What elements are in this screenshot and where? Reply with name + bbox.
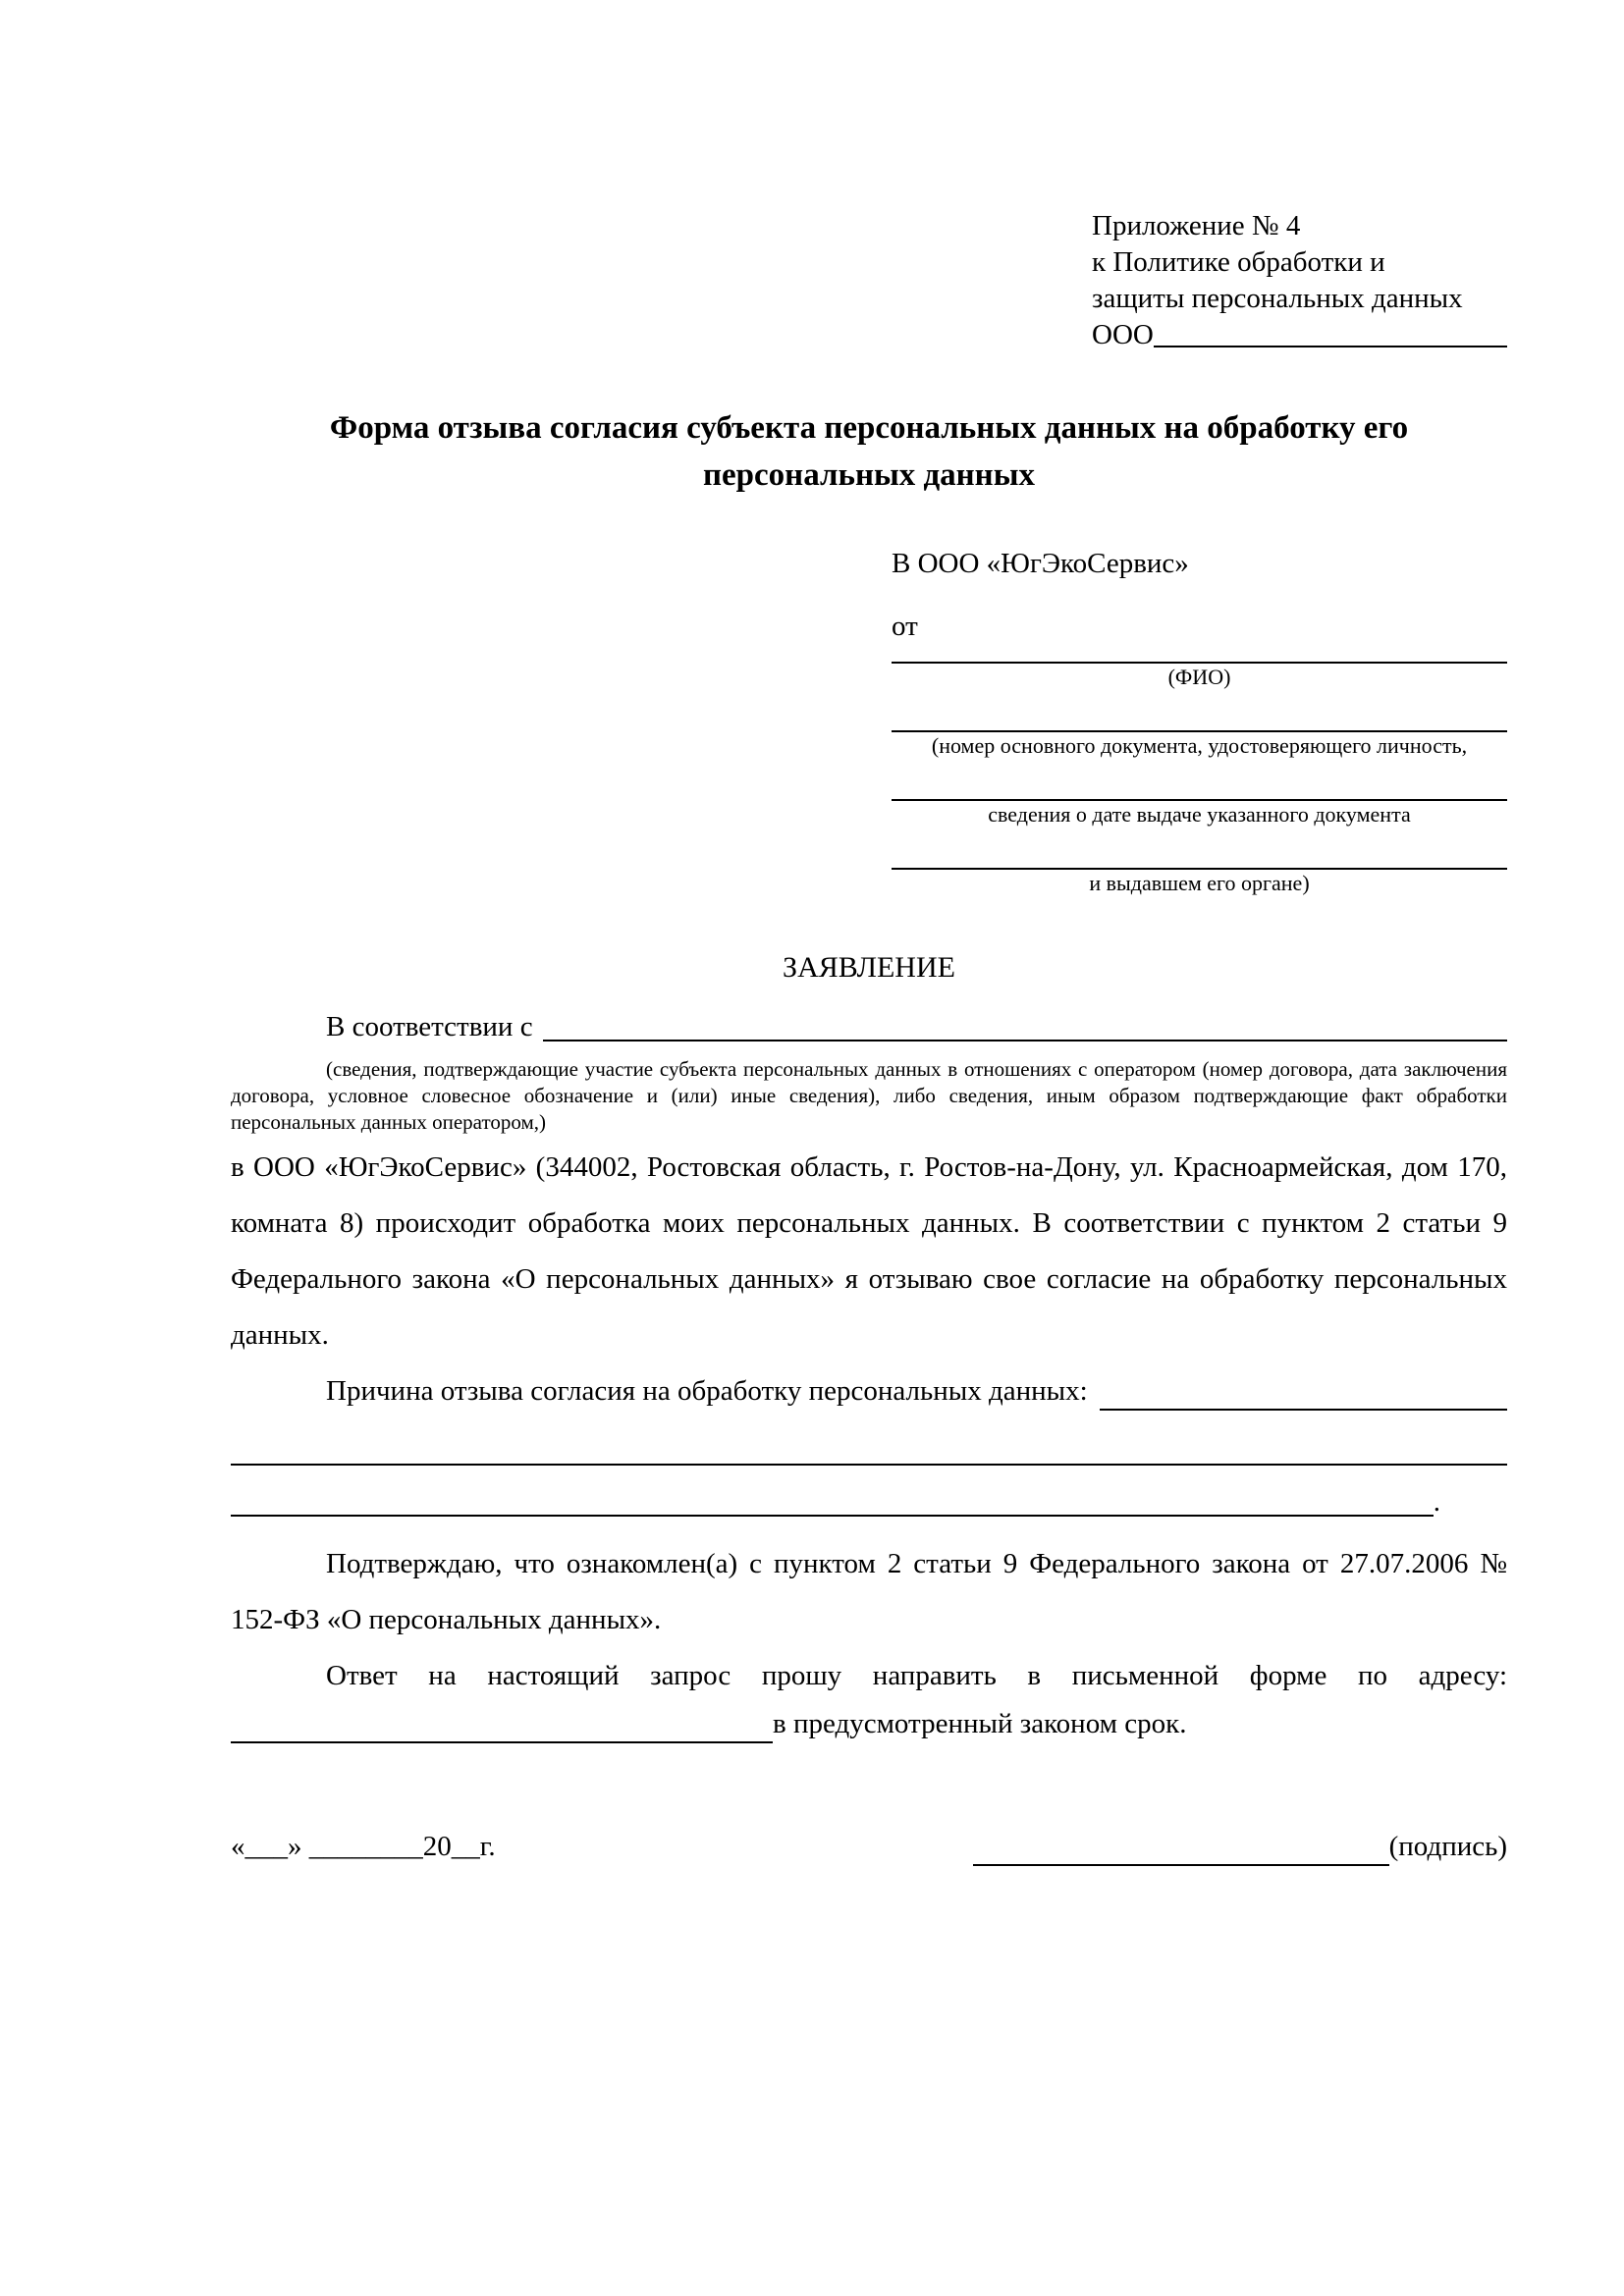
ooo-prefix: ООО — [1092, 319, 1154, 350]
doc-issuer-caption: и выдавшем его органе) — [1089, 871, 1310, 895]
reason-row — [231, 1363, 1507, 1419]
fio-caption: (ФИО) — [1167, 665, 1231, 689]
reason-blank-line-3[interactable] — [231, 1466, 1434, 1517]
signature-caption: (подпись) — [1388, 1831, 1507, 1862]
signature-row — [231, 1827, 1507, 1866]
doc-number-blank-line[interactable] — [892, 691, 1507, 732]
reply-suffix: в предусмотренный законом срок. — [773, 1708, 1187, 1739]
reply-address-row — [231, 1704, 1507, 1743]
reason-period: . — [1433, 1486, 1440, 1518]
appendix-line: к Политике обработки и — [1092, 246, 1385, 278]
statement-heading: ЗАЯВЛЕНИЕ — [783, 951, 955, 984]
reply-address-blank-line[interactable] — [231, 1704, 773, 1743]
reason-prefix: Причина отзыва согласия на обработку персональных данных: — [326, 1375, 1088, 1407]
accordance-row — [231, 1005, 1507, 1048]
right-gap-spacer — [1440, 1466, 1507, 1517]
reply-paragraph: Ответ на настоящий запрос прошу направить в письменной форме по адресу: — [326, 1660, 1507, 1691]
doc-date-caption: сведения о дате выдаче указанного документа — [988, 802, 1411, 827]
accordance-prefix: В соответствии с — [326, 1011, 533, 1042]
addressee-from-label: от — [892, 611, 918, 642]
body-paragraph: в ООО «ЮгЭкоСервис» (344002, Ростовская область, г. Ростов-на-Дону, ул. Красноармейская, дом 170, комната 8) происходит обработка моих персональных данных. В соответствии с пунктом 2 статьи 9 Федерального закона «О персональных данных» я отзываю свое согласие на обработку персональных данных. — [231, 1151, 1507, 1351]
page-title: Форма отзыва согласия субъекта персональных данных на обработку его персональных данных — [329, 410, 1409, 493]
signature-group — [973, 1827, 1507, 1866]
reason-blank-line-2[interactable] — [231, 1419, 1507, 1466]
appendix-ooo-row — [1092, 317, 1507, 353]
appendix-line: Приложение № 4 — [1092, 210, 1301, 241]
doc-number-caption: (номер основного документа, удостоверяющего личность, — [931, 733, 1468, 758]
addressee-to-line: В ООО «ЮгЭкоСервис» — [892, 548, 1189, 579]
confirmation-paragraph: Подтверждаю, что ознакомлен(а) с пунктом 2 статьи 9 Федерального закона от 27.07.2006 № 152-ФЗ «О персональных данных». — [231, 1548, 1507, 1635]
doc-issuer-blank-line[interactable] — [892, 828, 1507, 870]
reason-blank-line-3-row — [231, 1466, 1507, 1517]
appendix-line: защиты персональных данных — [1092, 283, 1463, 314]
signature-blank-line[interactable] — [973, 1827, 1389, 1866]
doc-date-blank-line[interactable] — [892, 760, 1507, 801]
accordance-caption: (сведения, подтверждающие участие субъекта персональных данных в отношениях с оператором (номер договора, дата заключения договора, условное словесное обозначение и (или) иные сведения), либо сведения, иным образом подтверждающие факт обработки персональных данных оператором,) — [231, 1057, 1507, 1134]
fio-blank-line[interactable] — [892, 646, 1507, 664]
addressee-block — [892, 544, 1507, 897]
date-blank-line[interactable]: «___» ________20__г. — [231, 1831, 496, 1862]
ooo-name-blank-line[interactable] — [1154, 346, 1507, 347]
appendix-block — [1092, 208, 1507, 353]
reason-blank-line-1[interactable] — [1100, 1409, 1507, 1411]
accordance-blank-line[interactable] — [543, 1040, 1507, 1041]
